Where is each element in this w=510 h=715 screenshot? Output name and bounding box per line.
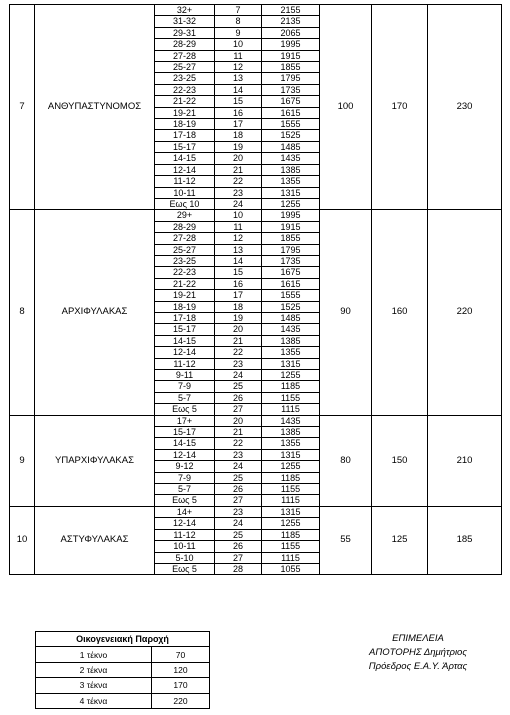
rank-name: ΑΝΘΥΠΑΣΤΥΝΟΜΟΣ: [35, 5, 155, 210]
service-years-cell: 27-28: [155, 233, 215, 244]
amount-cell: 1385: [262, 427, 320, 438]
grade-cell: 16: [215, 278, 262, 289]
grade-cell: 25: [215, 529, 262, 540]
grade-cell: 23: [215, 449, 262, 460]
rank-number: 9: [10, 415, 35, 506]
service-years-cell: 28-29: [155, 221, 215, 232]
table-row: [36, 662, 210, 677]
amount-cell: 1315: [262, 449, 320, 460]
service-years-cell: 31-32: [155, 16, 215, 27]
amount-cell: 1915: [262, 50, 320, 61]
amount-cell: 1355: [262, 347, 320, 358]
grade-cell: 19: [215, 312, 262, 323]
allowance-amount: 70: [152, 647, 210, 662]
signature-heading: ΕΠΙΜΕΛΕΙΑ: [392, 633, 444, 644]
grade-cell: 17: [215, 119, 262, 130]
amount-cell: 1355: [262, 438, 320, 449]
amount-cell: 1435: [262, 415, 320, 426]
service-years-cell: 9-11: [155, 370, 215, 381]
table-row: [36, 693, 210, 708]
service-years-cell: 10-11: [155, 187, 215, 198]
service-years-cell: 12-14: [155, 347, 215, 358]
service-years-cell: 15-17: [155, 141, 215, 152]
grade-cell: 20: [215, 415, 262, 426]
amount-cell: 1055: [262, 563, 320, 574]
grade-cell: 23: [215, 506, 262, 517]
value-col-a: 55: [320, 506, 372, 574]
amount-cell: 1255: [262, 370, 320, 381]
table-row: [36, 647, 210, 662]
amount-cell: 2135: [262, 16, 320, 27]
service-years-cell: 14-15: [155, 335, 215, 346]
grade-cell: 21: [215, 427, 262, 438]
grade-cell: 22: [215, 176, 262, 187]
amount-cell: 2065: [262, 27, 320, 38]
grade-cell: 27: [215, 495, 262, 506]
value-col-c: 185: [428, 506, 502, 574]
value-col-c: 230: [428, 5, 502, 210]
grade-cell: 10: [215, 210, 262, 221]
grade-cell: 21: [215, 164, 262, 175]
rank-name: ΑΡΧΙΦΥΛΑΚΑΣ: [35, 210, 155, 415]
amount-cell: 1115: [262, 404, 320, 415]
service-years-cell: 10-11: [155, 541, 215, 552]
amount-cell: 1185: [262, 472, 320, 483]
grade-cell: 7: [215, 5, 262, 16]
rank-number: 10: [10, 506, 35, 574]
grade-cell: 21: [215, 335, 262, 346]
grade-cell: 18: [215, 301, 262, 312]
grade-cell: 13: [215, 73, 262, 84]
value-col-b: 150: [372, 415, 428, 506]
grade-cell: 15: [215, 96, 262, 107]
grade-cell: 25: [215, 381, 262, 392]
grade-cell: 18: [215, 130, 262, 141]
amount-cell: 1385: [262, 164, 320, 175]
grade-cell: 13: [215, 244, 262, 255]
amount-cell: 1155: [262, 392, 320, 403]
amount-cell: 1555: [262, 290, 320, 301]
grade-cell: 23: [215, 358, 262, 369]
service-years-cell: 29+: [155, 210, 215, 221]
service-years-cell: 15-17: [155, 427, 215, 438]
family-allowance-title: Οικογενειακή Παροχή: [36, 632, 210, 647]
service-years-cell: 9-12: [155, 461, 215, 472]
service-years-cell: 22-23: [155, 267, 215, 278]
allowance-amount: 220: [152, 693, 210, 708]
grade-cell: 11: [215, 50, 262, 61]
service-years-cell: 11-12: [155, 529, 215, 540]
amount-cell: 1355: [262, 176, 320, 187]
amount-cell: 1555: [262, 119, 320, 130]
grade-cell: 26: [215, 392, 262, 403]
service-years-cell: 21-22: [155, 278, 215, 289]
service-years-cell: 14-15: [155, 153, 215, 164]
grade-cell: 11: [215, 221, 262, 232]
service-years-cell: 11-12: [155, 176, 215, 187]
grade-cell: 20: [215, 153, 262, 164]
children-count: 4 τέκνα: [36, 693, 152, 708]
grade-cell: 9: [215, 27, 262, 38]
amount-cell: 1385: [262, 335, 320, 346]
service-years-cell: 18-19: [155, 301, 215, 312]
service-years-cell: 17-18: [155, 312, 215, 323]
table-row: [10, 5, 502, 16]
amount-cell: 1255: [262, 518, 320, 529]
amount-cell: 1795: [262, 73, 320, 84]
service-years-cell: 7-9: [155, 381, 215, 392]
grade-cell: 20: [215, 324, 262, 335]
grade-cell: 19: [215, 141, 262, 152]
amount-cell: 1675: [262, 96, 320, 107]
amount-cell: 1155: [262, 484, 320, 495]
table-row: [10, 415, 502, 426]
rank-number: 7: [10, 5, 35, 210]
grade-cell: 23: [215, 187, 262, 198]
allowance-amount: 120: [152, 662, 210, 677]
service-years-cell: 25-27: [155, 62, 215, 73]
amount-cell: 1255: [262, 198, 320, 209]
children-count: 2 τέκνα: [36, 662, 152, 677]
grade-cell: 15: [215, 267, 262, 278]
grade-cell: 17: [215, 290, 262, 301]
service-years-cell: Εως 10: [155, 198, 215, 209]
service-years-cell: 19-21: [155, 107, 215, 118]
amount-cell: 2155: [262, 5, 320, 16]
service-years-cell: 12-14: [155, 518, 215, 529]
grade-cell: 25: [215, 472, 262, 483]
value-col-b: 125: [372, 506, 428, 574]
service-years-cell: 12-14: [155, 164, 215, 175]
signature-block: [353, 632, 483, 674]
service-years-cell: Εως 5: [155, 404, 215, 415]
service-years-cell: 5-7: [155, 484, 215, 495]
grade-cell: 22: [215, 347, 262, 358]
grade-cell: 12: [215, 62, 262, 73]
amount-cell: 1675: [262, 267, 320, 278]
service-years-cell: 15-17: [155, 324, 215, 335]
amount-cell: 1915: [262, 221, 320, 232]
amount-cell: 1525: [262, 301, 320, 312]
amount-cell: 1315: [262, 187, 320, 198]
service-years-cell: 7-9: [155, 472, 215, 483]
rank-number: 8: [10, 210, 35, 415]
grade-cell: 14: [215, 255, 262, 266]
grade-cell: 12: [215, 233, 262, 244]
grade-cell: 10: [215, 39, 262, 50]
service-years-cell: 5-10: [155, 552, 215, 563]
children-count: 3 τέκνα: [36, 678, 152, 693]
grade-cell: 24: [215, 518, 262, 529]
amount-cell: 1435: [262, 153, 320, 164]
service-years-cell: 28-29: [155, 39, 215, 50]
table-row: [10, 506, 502, 517]
value-col-a: 100: [320, 5, 372, 210]
amount-cell: 1185: [262, 529, 320, 540]
service-years-cell: 14-15: [155, 438, 215, 449]
amount-cell: 1615: [262, 278, 320, 289]
service-years-cell: 11-12: [155, 358, 215, 369]
amount-cell: 1435: [262, 324, 320, 335]
value-col-c: 220: [428, 210, 502, 415]
rank-name: ΑΣΤΥΦΥΛΑΚΑΣ: [35, 506, 155, 574]
service-years-cell: 18-19: [155, 119, 215, 130]
rank-name: ΥΠΑΡΧΙΦΥΛΑΚΑΣ: [35, 415, 155, 506]
grade-cell: 16: [215, 107, 262, 118]
service-years-cell: 23-25: [155, 73, 215, 84]
value-col-c: 210: [428, 415, 502, 506]
amount-cell: 1185: [262, 381, 320, 392]
amount-cell: 1855: [262, 62, 320, 73]
amount-cell: 1155: [262, 541, 320, 552]
grade-cell: 26: [215, 541, 262, 552]
grade-cell: 22: [215, 438, 262, 449]
grade-cell: 14: [215, 84, 262, 95]
service-years-cell: 27-28: [155, 50, 215, 61]
grade-cell: 26: [215, 484, 262, 495]
service-years-cell: Εως 5: [155, 563, 215, 574]
amount-cell: 1995: [262, 39, 320, 50]
amount-cell: 1735: [262, 255, 320, 266]
service-years-cell: 23-25: [155, 255, 215, 266]
amount-cell: 1115: [262, 495, 320, 506]
value-col-a: 90: [320, 210, 372, 415]
grade-cell: 24: [215, 370, 262, 381]
amount-cell: 1315: [262, 358, 320, 369]
table-row: [10, 210, 502, 221]
amount-cell: 1735: [262, 84, 320, 95]
value-col-b: 170: [372, 5, 428, 210]
service-years-cell: 17+: [155, 415, 215, 426]
grade-cell: 24: [215, 461, 262, 472]
amount-cell: 1315: [262, 506, 320, 517]
service-years-cell: 12-14: [155, 449, 215, 460]
signature-name: ΑΠΟΤΟΡΗΣ Δημήτριος: [369, 647, 467, 658]
service-years-cell: 5-7: [155, 392, 215, 403]
amount-cell: 1485: [262, 141, 320, 152]
amount-cell: 1115: [262, 552, 320, 563]
service-years-cell: 21-22: [155, 96, 215, 107]
amount-cell: 1995: [262, 210, 320, 221]
salary-scale-table: [9, 4, 502, 575]
service-years-cell: 22-23: [155, 84, 215, 95]
grade-cell: 28: [215, 563, 262, 574]
amount-cell: 1485: [262, 312, 320, 323]
service-years-cell: 14+: [155, 506, 215, 517]
service-years-cell: 25-27: [155, 244, 215, 255]
service-years-cell: Εως 5: [155, 495, 215, 506]
amount-cell: 1795: [262, 244, 320, 255]
allowance-amount: 170: [152, 678, 210, 693]
amount-cell: 1855: [262, 233, 320, 244]
grade-cell: 24: [215, 198, 262, 209]
service-years-cell: 17-18: [155, 130, 215, 141]
grade-cell: 27: [215, 404, 262, 415]
amount-cell: 1255: [262, 461, 320, 472]
family-allowance-header-row: [36, 632, 210, 647]
grade-cell: 27: [215, 552, 262, 563]
table-row: [36, 678, 210, 693]
grade-cell: 8: [215, 16, 262, 27]
amount-cell: 1525: [262, 130, 320, 141]
signature-role: Πρόεδρος Ε.Α.Υ. Άρτας: [368, 661, 468, 672]
service-years-cell: 29-31: [155, 27, 215, 38]
amount-cell: 1615: [262, 107, 320, 118]
children-count: 1 τέκνο: [36, 647, 152, 662]
family-allowance-table: [35, 631, 210, 709]
value-col-a: 80: [320, 415, 372, 506]
service-years-cell: 32+: [155, 5, 215, 16]
value-col-b: 160: [372, 210, 428, 415]
service-years-cell: 19-21: [155, 290, 215, 301]
